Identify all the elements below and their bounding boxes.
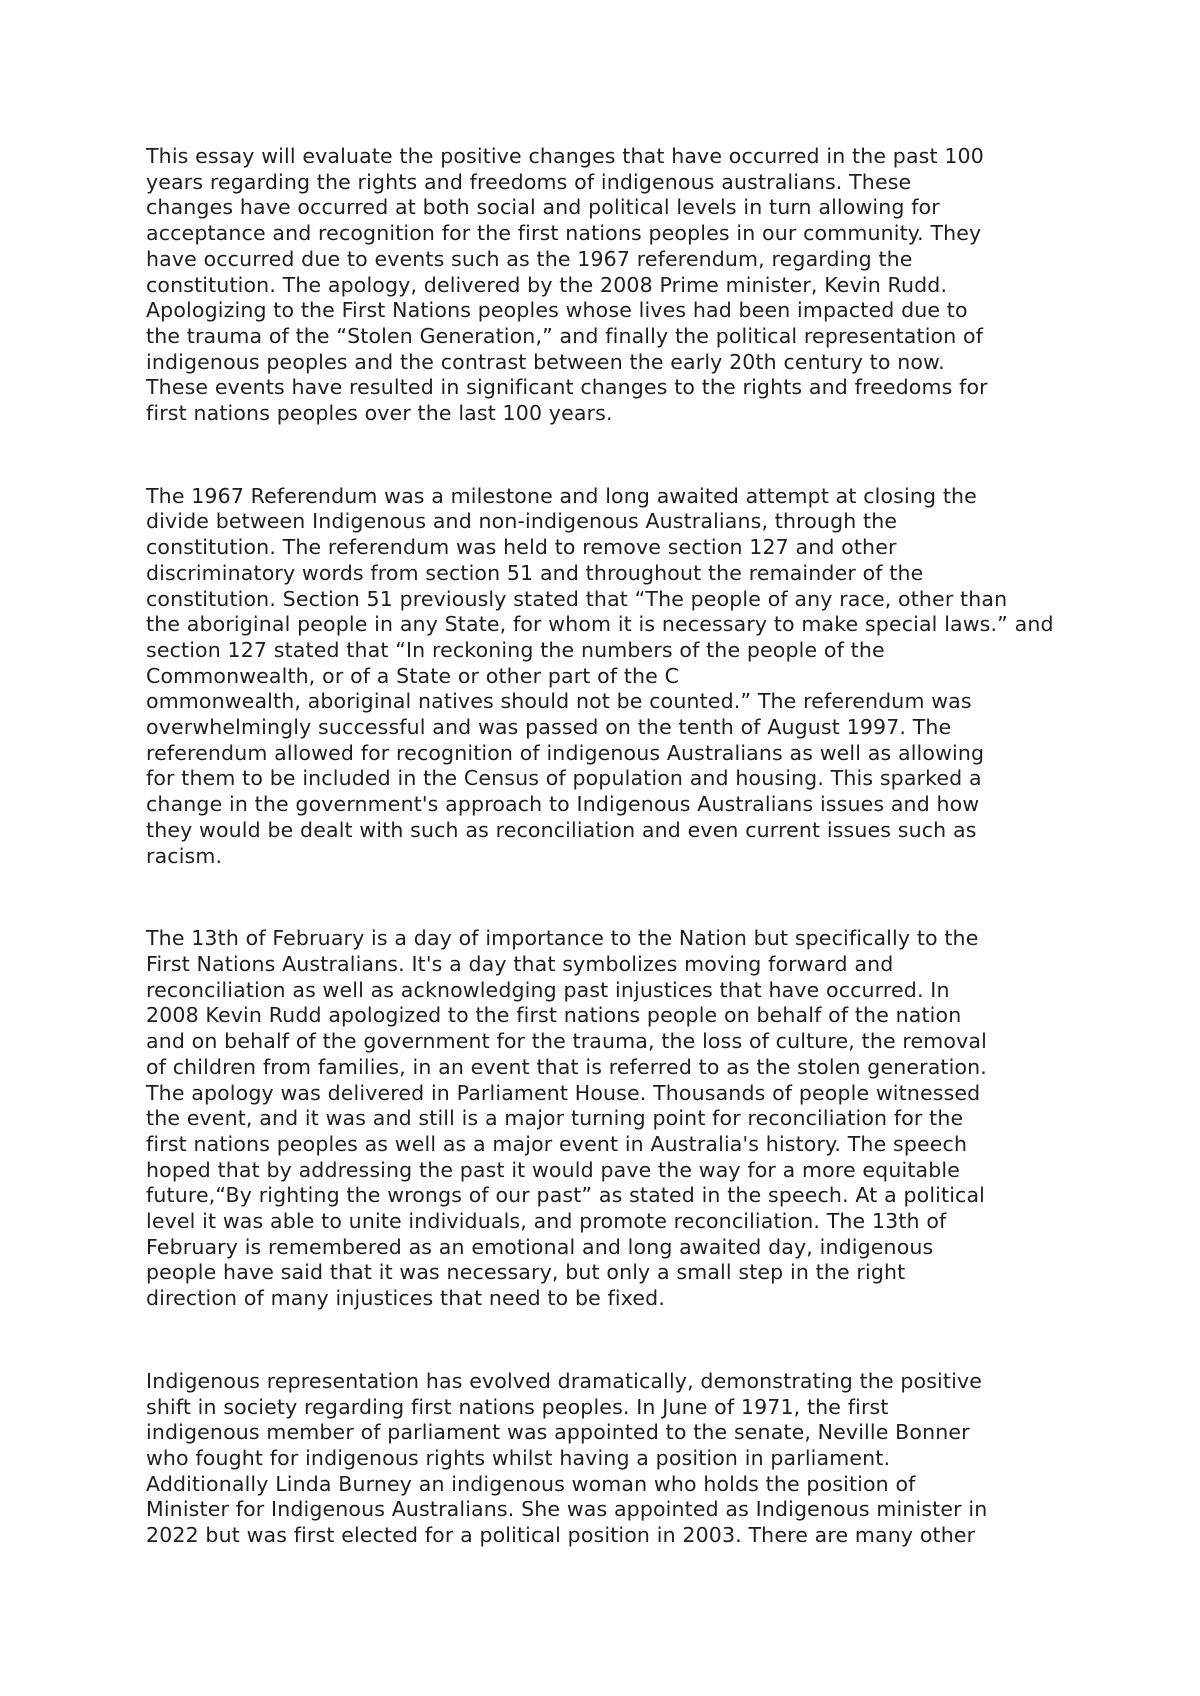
text-line: changes have occurred at both social and political levels in turn allowing for xyxy=(146,195,940,220)
text-line: they would be dealt with such as reconciliation and even current issues such as xyxy=(146,817,977,842)
text-line: Commonwealth, or of a State or other part of the C xyxy=(146,663,680,688)
text-line: Minister for Indigenous Australians. She was appointed as Indigenous minister in xyxy=(146,1497,988,1522)
text-line: referendum allowed for recognition of indigenous Australians as well as allowing xyxy=(146,740,985,765)
text-line: 2022 but was first elected for a political position in 2003. There are many other xyxy=(146,1523,976,1548)
text-line: people have said that it was necessary, but only a small step in the right xyxy=(146,1260,906,1285)
text-line: The 13th of February is a day of importance to the Nation but specifically to the xyxy=(146,926,979,951)
document-body xyxy=(146,144,1076,1549)
text-line: First Nations Australians. It's a day that symbolizes moving forward and xyxy=(146,951,894,976)
text-line: hoped that by addressing the past it would pave the way for a more equitable xyxy=(146,1157,961,1182)
text-line: of children from families, in an event that is referred to as the stolen generation. xyxy=(146,1054,987,1079)
paragraph-apology xyxy=(146,926,1076,1312)
text-line: future,“By righting the wrongs of our past” as stated in the speech. At a political xyxy=(146,1183,986,1208)
text-line: reconciliation as well as acknowledging past injustices that have occurred. In xyxy=(146,977,950,1002)
text-line: constitution. The apology, delivered by the 2008 Prime minister, Kevin Rudd. xyxy=(146,272,948,297)
text-line: who fought for indigenous rights whilst having a position in parliament. xyxy=(146,1445,891,1470)
text-line: Apologizing to the First Nations peoples whose lives had been impacted due to xyxy=(146,298,968,323)
paragraph-introduction xyxy=(146,144,1076,427)
text-line: discriminatory words from section 51 and throughout the remainder of the xyxy=(146,560,924,585)
text-line: the trauma of the “Stolen Generation,” and finally the political representation of xyxy=(146,323,984,348)
text-line: Additionally Linda Burney an indigenous woman who holds the position of xyxy=(146,1471,916,1496)
paragraph-referendum xyxy=(146,484,1076,870)
paragraph-spacer xyxy=(146,1312,1076,1369)
text-line: change in the government's approach to Indigenous Australians issues and how xyxy=(146,792,980,817)
text-line: constitution. The referendum was held to remove section 127 and other xyxy=(146,535,897,560)
text-line: indigenous member of parliament was appointed to the senate, Neville Bonner xyxy=(146,1420,970,1445)
text-line: racism. xyxy=(146,843,223,868)
paragraph-spacer xyxy=(146,869,1076,926)
text-line: section 127 stated that “In reckoning the numbers of the people of the xyxy=(146,637,885,662)
text-line: the event, and it was and still is a major turning point for reconciliation for the xyxy=(146,1106,964,1131)
text-line: first nations peoples over the last 100 years. xyxy=(146,401,613,426)
text-line: divide between Indigenous and non-indigenous Australians, through the xyxy=(146,509,898,534)
text-line: have occurred due to events such as the 1967 referendum, regarding the xyxy=(146,246,913,271)
text-line: the aboriginal people in any State, for whom it is necessary to make special laws.” and xyxy=(146,612,1054,637)
text-line: for them to be included in the Census of population and housing. This sparked a xyxy=(146,766,982,791)
text-line: constitution. Section 51 previously stated that “The people of any race, other than xyxy=(146,586,1008,611)
text-line: indigenous peoples and the contrast between the early 20th century to now. xyxy=(146,349,945,374)
text-line: and on behalf of the government for the trauma, the loss of culture, the removal xyxy=(146,1029,987,1054)
text-line: 2008 Kevin Rudd apologized to the first nations people on behalf of the nation xyxy=(146,1003,962,1028)
paragraph-spacer xyxy=(146,427,1076,484)
text-line: direction of many injustices that need to be fixed. xyxy=(146,1286,666,1311)
text-line: These events have resulted in significant changes to the rights and freedoms for xyxy=(146,375,988,400)
text-line: The apology was delivered in Parliament House. Thousands of people witnessed xyxy=(146,1080,981,1105)
paragraph-representation xyxy=(146,1369,1076,1549)
text-line: years regarding the rights and freedoms of indigenous australians. These xyxy=(146,169,912,194)
text-line: shift in society regarding first nations peoples. In June of 1971, the first xyxy=(146,1394,889,1419)
text-line: This essay will evaluate the positive changes that have occurred in the past 100 xyxy=(146,144,984,168)
text-line: February is remembered as an emotional and long awaited day, indigenous xyxy=(146,1234,934,1259)
text-line: level it was able to unite individuals, and promote reconciliation. The 13th of xyxy=(146,1209,947,1234)
text-line: ommonwealth, aboriginal natives should not be counted.” The referendum was xyxy=(146,689,972,714)
text-line: acceptance and recognition for the first nations peoples in our community. They xyxy=(146,221,982,246)
text-line: first nations peoples as well as a major event in Australia's history. The speech xyxy=(146,1131,968,1156)
text-line: overwhelmingly successful and was passed on the tenth of August 1997. The xyxy=(146,715,952,740)
text-line: The 1967 Referendum was a milestone and long awaited attempt at closing the xyxy=(146,483,977,508)
text-line: Indigenous representation has evolved dramatically, demonstrating the positive xyxy=(146,1368,982,1393)
